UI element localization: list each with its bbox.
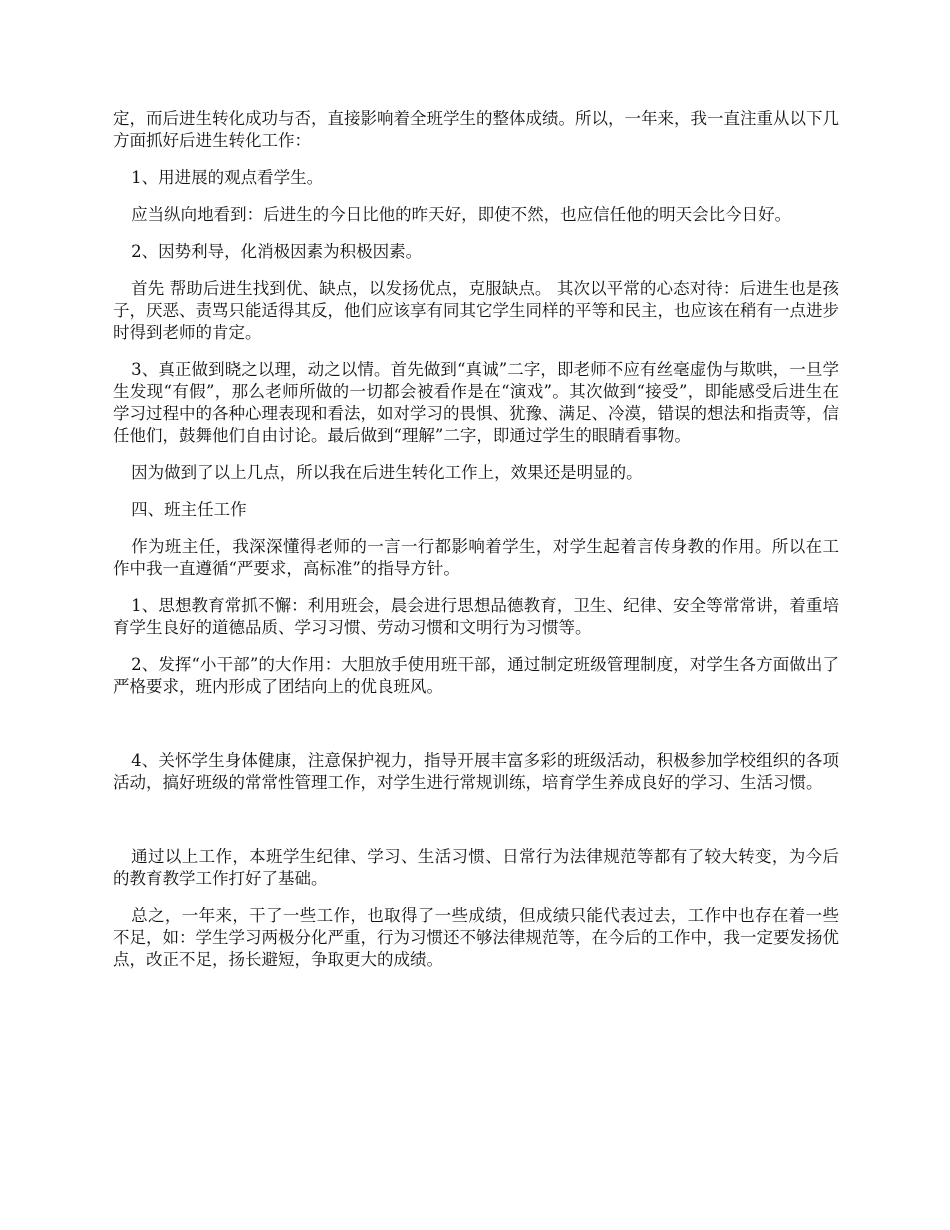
paragraph-conclusion: 总之，一年来，干了一些工作，也取得了一些成绩，但成绩只能代表过去，工作中也存在着一些不足，如：学生学习两极分化严重，行为习惯还不够法律规范等，在今后的工作中，我一定要发扬优点，改正不足，扬长避短，争取更大的成绩。 (113, 906, 839, 969)
paragraph-point-1-heading: 1、用进展的观点看学生。 (131, 168, 324, 187)
paragraph-conversion-result: 因为做到了以上几点，所以我在后进生转化工作上，效果还是明显的。 (131, 463, 643, 482)
paragraph-point-2-heading: 2、因势利导，化消极因素为积极因素。 (131, 242, 423, 261)
paragraph-point-2-body: 首先 帮助后进生找到优、缺点，以发扬优点，克服缺点。 其次以平常的心态对待：后进生也是孩子，厌恶、责骂只能适得其反，他们应该享有同其它学生同样的平等和民主，也应该在稍有一点进步时得到老师的肯定。 (113, 279, 839, 342)
paragraph-teacher-point-2: 2、发挥“小干部”的大作用：大胆放手使用班干部，通过制定班级管理制度，对学生各方面做出了严格要求，班内形成了团结向上的优良班风。 (113, 655, 839, 696)
paragraph-class-teacher-intro: 作为班主任，我深深懂得老师的一言一行都影响着学生，对学生起着言传身教的作用。所以在工作中我一直遵循“严要求，高标准”的指导方针。 (113, 537, 839, 578)
paragraph-intro-continuation: 定，而后进生转化成功与否，直接影响着全班学生的整体成绩。所以，一年来，我一直注重从以下几方面抓好后进生转化工作： (113, 109, 839, 150)
blank-gap (113, 713, 839, 750)
section-heading-class-teacher: 四、班主任工作 (131, 500, 247, 519)
paragraph-point-1-body: 应当纵向地看到：后进生的今日比他的昨天好，即使不然，也应信任他的明天会比今日好。 (131, 205, 792, 224)
document-body (113, 108, 839, 986)
paragraph-teacher-point-1: 1、思想教育常抓不懈：利用班会，晨会进行思想品德教育，卫生、纪律、安全等常常讲，着重培育学生良好的道德品质、学习习惯、劳动习惯和文明行为习惯等。 (113, 596, 839, 637)
paragraph-teacher-point-4: 4、关怀学生身体健康，注意保护视力，指导开展丰富多彩的班级活动，积极参加学校组织的各项活动，搞好班级的常常性管理工作，对学生进行常规训练，培育学生养成良好的学习、生活习惯。 (113, 751, 839, 792)
blank-gap (113, 809, 839, 846)
paragraph-work-result: 通过以上工作，本班学生纪律、学习、生活习惯、日常行为法律规范等都有了较大转变，为今后的教育教学工作打好了基础。 (113, 847, 839, 888)
paragraph-point-3: 3、真正做到晓之以理，动之以情。首先做到“真诚”二字，即老师不应有丝毫虚伪与欺哄，一旦学生发现“有假”，那么老师所做的一切都会被看作是在“演戏”。其次做到“接受”，即能感受后进生在学习过程中的各种心理表现和看法，如对学习的畏惧、犹豫、满足、冷漠，错误的想法和指责等，信任他们，鼓舞他们自由讨论。最后做到“理解”二字，即通过学生的眼睛看事物。 (113, 360, 839, 445)
